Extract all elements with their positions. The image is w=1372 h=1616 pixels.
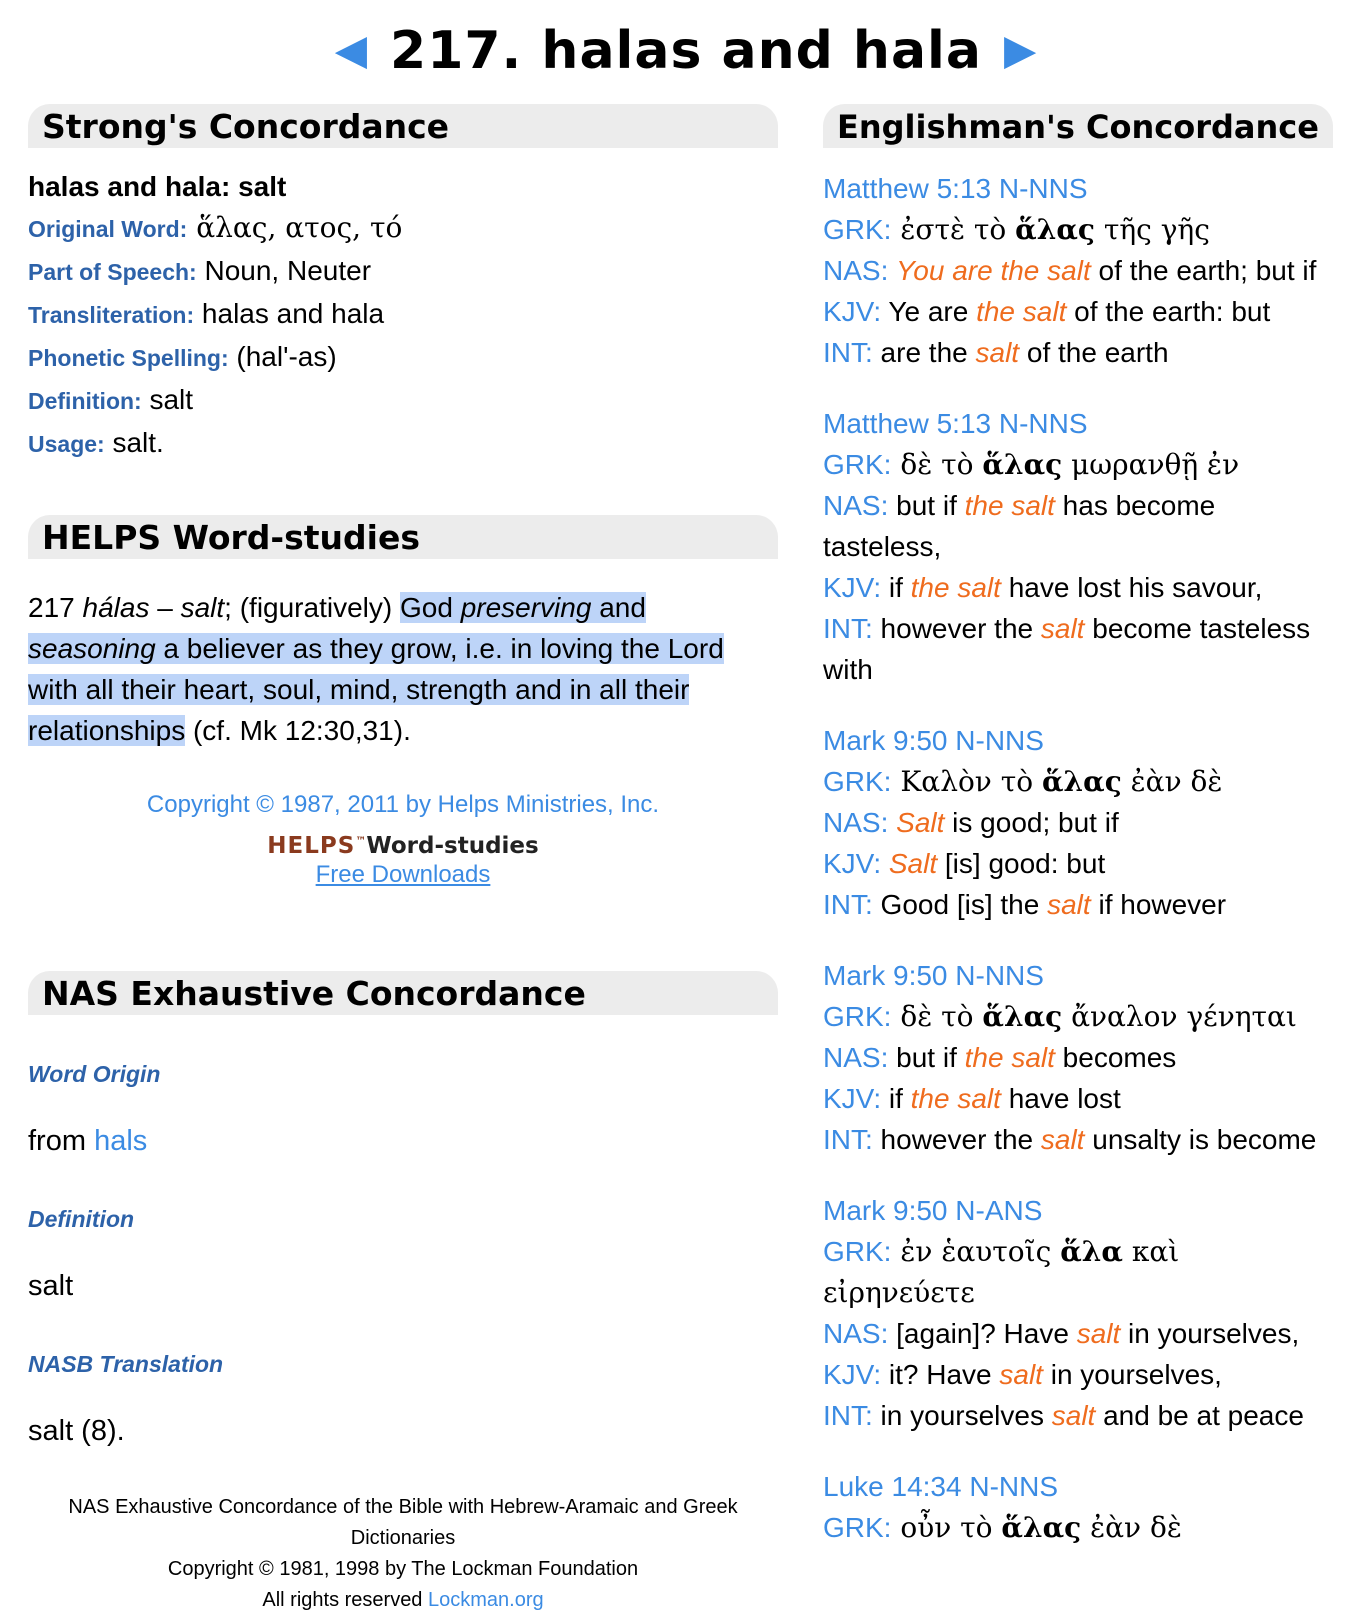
verse-text: have lost xyxy=(1000,1083,1121,1114)
verse-text: Καλὸν τὸ xyxy=(891,765,1042,798)
definition-value: salt xyxy=(28,1270,74,1302)
verse-text: becomes xyxy=(1054,1042,1177,1073)
verse-text: οὖν τὸ xyxy=(891,1511,1002,1544)
verse-reference-link[interactable]: Luke 14:34 N-NNS xyxy=(823,1471,1059,1502)
verse-text: is good; but if xyxy=(944,807,1119,838)
verse-line xyxy=(823,1395,1333,1436)
version-tag-link[interactable]: KJV: xyxy=(823,572,882,603)
verse-line xyxy=(823,996,1333,1037)
helps-definition xyxy=(28,587,778,751)
verse-text: have lost his savour, xyxy=(1000,572,1263,603)
verse-text: salt xyxy=(999,1359,1043,1390)
field-label: Part of Speech: xyxy=(28,259,197,285)
verse-line xyxy=(823,884,1333,925)
nas-footer: NAS Exhaustive Concordance of the Bible with Hebrew-Aramaic and Greek Dictionaries Copyright © 1981, 1998 by The Lockman Foundation All rights reserved Lockman.org xyxy=(68,1496,738,1611)
verse-line xyxy=(823,567,1333,608)
verse-text: μωρανθῇ ἐν xyxy=(1062,448,1240,481)
field-value: salt. xyxy=(104,427,164,458)
strongs-field xyxy=(28,379,778,422)
field-label: Definition: xyxy=(28,388,142,414)
helps-header: HELPS Word-studies xyxy=(28,515,778,559)
version-tag-link[interactable]: GRK: xyxy=(823,766,892,797)
verse-line xyxy=(823,608,1333,690)
version-tag-link[interactable]: INT: xyxy=(823,1400,873,1431)
verse-text: and be at peace xyxy=(1095,1400,1304,1431)
helps-text-segment: preserving xyxy=(460,592,592,623)
free-downloads-link[interactable]: Free Downloads xyxy=(315,861,491,888)
verse-text: salt xyxy=(1047,889,1091,920)
version-tag-link[interactable]: NAS: xyxy=(823,807,889,838)
verse-line xyxy=(823,250,1333,291)
version-tag-link[interactable]: GRK: xyxy=(823,449,892,480)
verse-text: [is] good: but xyxy=(937,848,1106,879)
verse-line xyxy=(823,843,1333,884)
verse-text: ἅλας xyxy=(982,448,1063,481)
verse-text: ἅλα xyxy=(1060,1235,1123,1268)
verse-text: has become tasteless, xyxy=(823,490,1216,562)
version-tag-link[interactable]: KJV: xyxy=(823,296,882,327)
verse-text: become tasteless with xyxy=(823,613,1311,685)
concordance-entry xyxy=(823,1466,1333,1548)
strongs-field xyxy=(28,250,778,293)
version-tag-link[interactable]: NAS: xyxy=(823,255,889,286)
verse-text: καὶ εἰρηνεύετε xyxy=(823,1235,1180,1309)
verse-text: salt xyxy=(1076,1318,1121,1349)
right-column xyxy=(823,104,1333,1578)
verse-text: in yourselves, xyxy=(1120,1318,1300,1349)
verse-text: in yourselves, xyxy=(1042,1359,1222,1390)
nas-header: NAS Exhaustive Concordance xyxy=(28,971,778,1015)
verse-reference-link[interactable]: Mark 9:50 N-ANS xyxy=(823,1195,1043,1226)
verse-text: ἐν ἑαυτοῖς xyxy=(891,1235,1061,1268)
verse-text: ἅλας xyxy=(982,1000,1063,1033)
verse-line xyxy=(823,1119,1333,1160)
verse-line xyxy=(823,1354,1333,1395)
verse-text: the salt xyxy=(964,490,1055,521)
verse-text: Good [is] the xyxy=(872,889,1048,920)
concordance-entry xyxy=(823,403,1333,690)
lockman-link[interactable]: Lockman.org xyxy=(428,1589,544,1611)
field-value: halas and hala xyxy=(194,298,385,329)
verse-line xyxy=(823,209,1333,250)
verse-reference-link[interactable]: Mark 9:50 N-NNS xyxy=(823,960,1044,991)
verse-text: of the earth xyxy=(1019,337,1169,368)
concordance-entry xyxy=(823,720,1333,925)
verse-text: the salt xyxy=(976,296,1067,327)
verse-line xyxy=(823,291,1333,332)
verse-text: however the xyxy=(872,613,1041,644)
verse-text: τῆς γῆς xyxy=(1094,213,1210,246)
field-label: Transliteration: xyxy=(28,302,195,328)
verse-text: however the xyxy=(872,1124,1041,1155)
verse-text: the salt xyxy=(964,1042,1055,1073)
version-tag-link[interactable]: NAS: xyxy=(823,1318,889,1349)
verse-text: of the earth; but if xyxy=(1090,255,1317,286)
verse-text: if xyxy=(881,1083,911,1114)
verse-line xyxy=(823,1037,1333,1078)
verse-text: ἐὰν δὲ xyxy=(1081,1511,1182,1544)
verse-text: ἅλας xyxy=(1041,765,1122,798)
verse-line xyxy=(823,761,1333,802)
helps-text-segment: seasoning xyxy=(28,633,156,664)
verse-text: it? Have xyxy=(881,1359,1000,1390)
version-tag-link[interactable]: KJV: xyxy=(823,1083,882,1114)
verse-line xyxy=(823,1507,1333,1548)
verse-text: of the earth: but xyxy=(1066,296,1271,327)
version-tag-link[interactable]: INT: xyxy=(823,1124,873,1155)
version-tag-link[interactable]: GRK: xyxy=(823,214,892,245)
verse-line xyxy=(823,332,1333,373)
concordance-entries xyxy=(823,168,1333,1548)
verse-text: δὲ τὸ xyxy=(891,1000,983,1033)
version-tag-link[interactable]: GRK: xyxy=(823,1512,892,1543)
strongs-field xyxy=(28,293,778,336)
nasb-translation-value: salt (8). xyxy=(28,1415,125,1447)
helps-text-segment: hálas xyxy=(82,592,150,623)
verse-text: the salt xyxy=(910,1083,1001,1114)
verse-text: ἐστὲ τὸ xyxy=(891,213,1016,246)
page-title xyxy=(0,14,1372,87)
verse-text: Ye are xyxy=(881,296,977,327)
helps-logo: HELPS™Word-studies xyxy=(267,833,539,859)
helps-text-segment: salt xyxy=(180,592,225,623)
verse-text: [again]? Have xyxy=(888,1318,1077,1349)
verse-text: You are the salt xyxy=(896,255,1091,286)
word-origin-label: Word Origin xyxy=(28,1061,161,1087)
nasb-translation-label: NASB Translation xyxy=(28,1351,224,1377)
verse-text xyxy=(881,848,889,879)
verse-text: unsalty is become xyxy=(1084,1124,1317,1155)
verse-text: salt xyxy=(1040,613,1085,644)
field-value: salt xyxy=(141,384,194,415)
helps-text-segment: 217 xyxy=(28,592,83,623)
verse-reference-link[interactable]: Mark 9:50 N-NNS xyxy=(823,725,1044,756)
verse-text: in yourselves xyxy=(872,1400,1052,1431)
helps-text-segment: a believer as they grow, i.e. in loving the Lord with all their heart, soul, mind, strength and in all their relationships xyxy=(28,633,724,746)
strongs-headword: halas and hala: salt xyxy=(28,171,287,202)
verse-text: ἅλας xyxy=(1015,213,1095,246)
verse-line xyxy=(823,1078,1333,1119)
verse-text: but if xyxy=(888,490,965,521)
version-tag-link[interactable]: INT: xyxy=(823,613,873,644)
verse-text: ἄναλον γένηται xyxy=(1062,1000,1297,1033)
verse-text: are the xyxy=(872,337,976,368)
helps-copyright: Copyright © 1987, 2011 by Helps Ministries, Inc. xyxy=(146,791,660,818)
verse-text: ἐὰν δὲ xyxy=(1121,765,1223,798)
left-column xyxy=(28,104,778,1616)
verse-line xyxy=(823,485,1333,567)
verse-text: but if xyxy=(888,1042,965,1073)
version-tag-link[interactable]: KJV: xyxy=(823,848,882,879)
verse-text: if xyxy=(881,572,911,603)
version-tag-link[interactable]: KJV: xyxy=(823,1359,882,1390)
field-label: Original Word: xyxy=(28,216,188,242)
helps-text-segment: and xyxy=(591,592,646,623)
field-label: Usage: xyxy=(28,431,105,457)
version-tag-link[interactable]: GRK: xyxy=(823,1001,892,1032)
concordance-entry xyxy=(823,168,1333,373)
verse-text: salt xyxy=(975,337,1020,368)
field-value: Noun, Neuter xyxy=(196,255,372,286)
field-value: (hal'-as) xyxy=(228,341,337,372)
helps-text-segment: God xyxy=(399,592,461,623)
verse-line xyxy=(823,444,1333,485)
verse-text: δὲ τὸ xyxy=(891,448,983,481)
strongs-field xyxy=(28,336,778,379)
version-tag-link[interactable]: INT: xyxy=(823,337,873,368)
strongs-header: Strong's Concordance xyxy=(28,104,778,148)
verse-line xyxy=(823,802,1333,843)
helps-text-segment: – xyxy=(149,592,181,623)
strongs-field xyxy=(28,207,778,250)
page-heading: 217. halas and hala xyxy=(390,21,982,81)
version-tag-link[interactable]: GRK: xyxy=(823,1236,892,1267)
previous-entry-arrow-icon[interactable]: ◀ xyxy=(334,25,369,74)
version-tag-link[interactable]: INT: xyxy=(823,889,873,920)
strongs-block xyxy=(28,166,778,465)
field-value: ἅλας, ατος, τό xyxy=(187,211,403,244)
verse-text: ἅλας xyxy=(1001,1511,1082,1544)
verse-reference-link[interactable]: Matthew 5:13 N-NNS xyxy=(823,173,1088,204)
verse-text: salt xyxy=(1040,1124,1085,1155)
hals-link[interactable]: hals xyxy=(94,1125,148,1157)
verse-text: Salt xyxy=(896,807,945,838)
verse-text: if however xyxy=(1090,889,1227,920)
concordance-entry xyxy=(823,1190,1333,1436)
verse-line xyxy=(823,1231,1333,1313)
helps-text-segment: ; (figuratively) xyxy=(224,592,400,623)
definition-label: Definition xyxy=(28,1206,135,1232)
englishman-header: Englishman's Concordance xyxy=(823,104,1333,148)
field-label: Phonetic Spelling: xyxy=(28,345,229,371)
word-origin-value: from hals xyxy=(28,1125,148,1157)
helps-text-segment: (cf. Mk 12:30,31). xyxy=(185,715,411,746)
verse-text xyxy=(888,807,896,838)
verse-reference-link[interactable]: Matthew 5:13 N-NNS xyxy=(823,408,1088,439)
strongs-field xyxy=(28,422,778,465)
concordance-entry xyxy=(823,955,1333,1160)
version-tag-link[interactable]: NAS: xyxy=(823,1042,889,1073)
verse-text: salt xyxy=(1051,1400,1096,1431)
verse-text: Salt xyxy=(888,848,938,879)
verse-line xyxy=(823,1313,1333,1354)
next-entry-arrow-icon[interactable]: ▶ xyxy=(1003,25,1038,74)
verse-text: the salt xyxy=(910,572,1001,603)
verse-text xyxy=(888,255,896,286)
version-tag-link[interactable]: NAS: xyxy=(823,490,889,521)
